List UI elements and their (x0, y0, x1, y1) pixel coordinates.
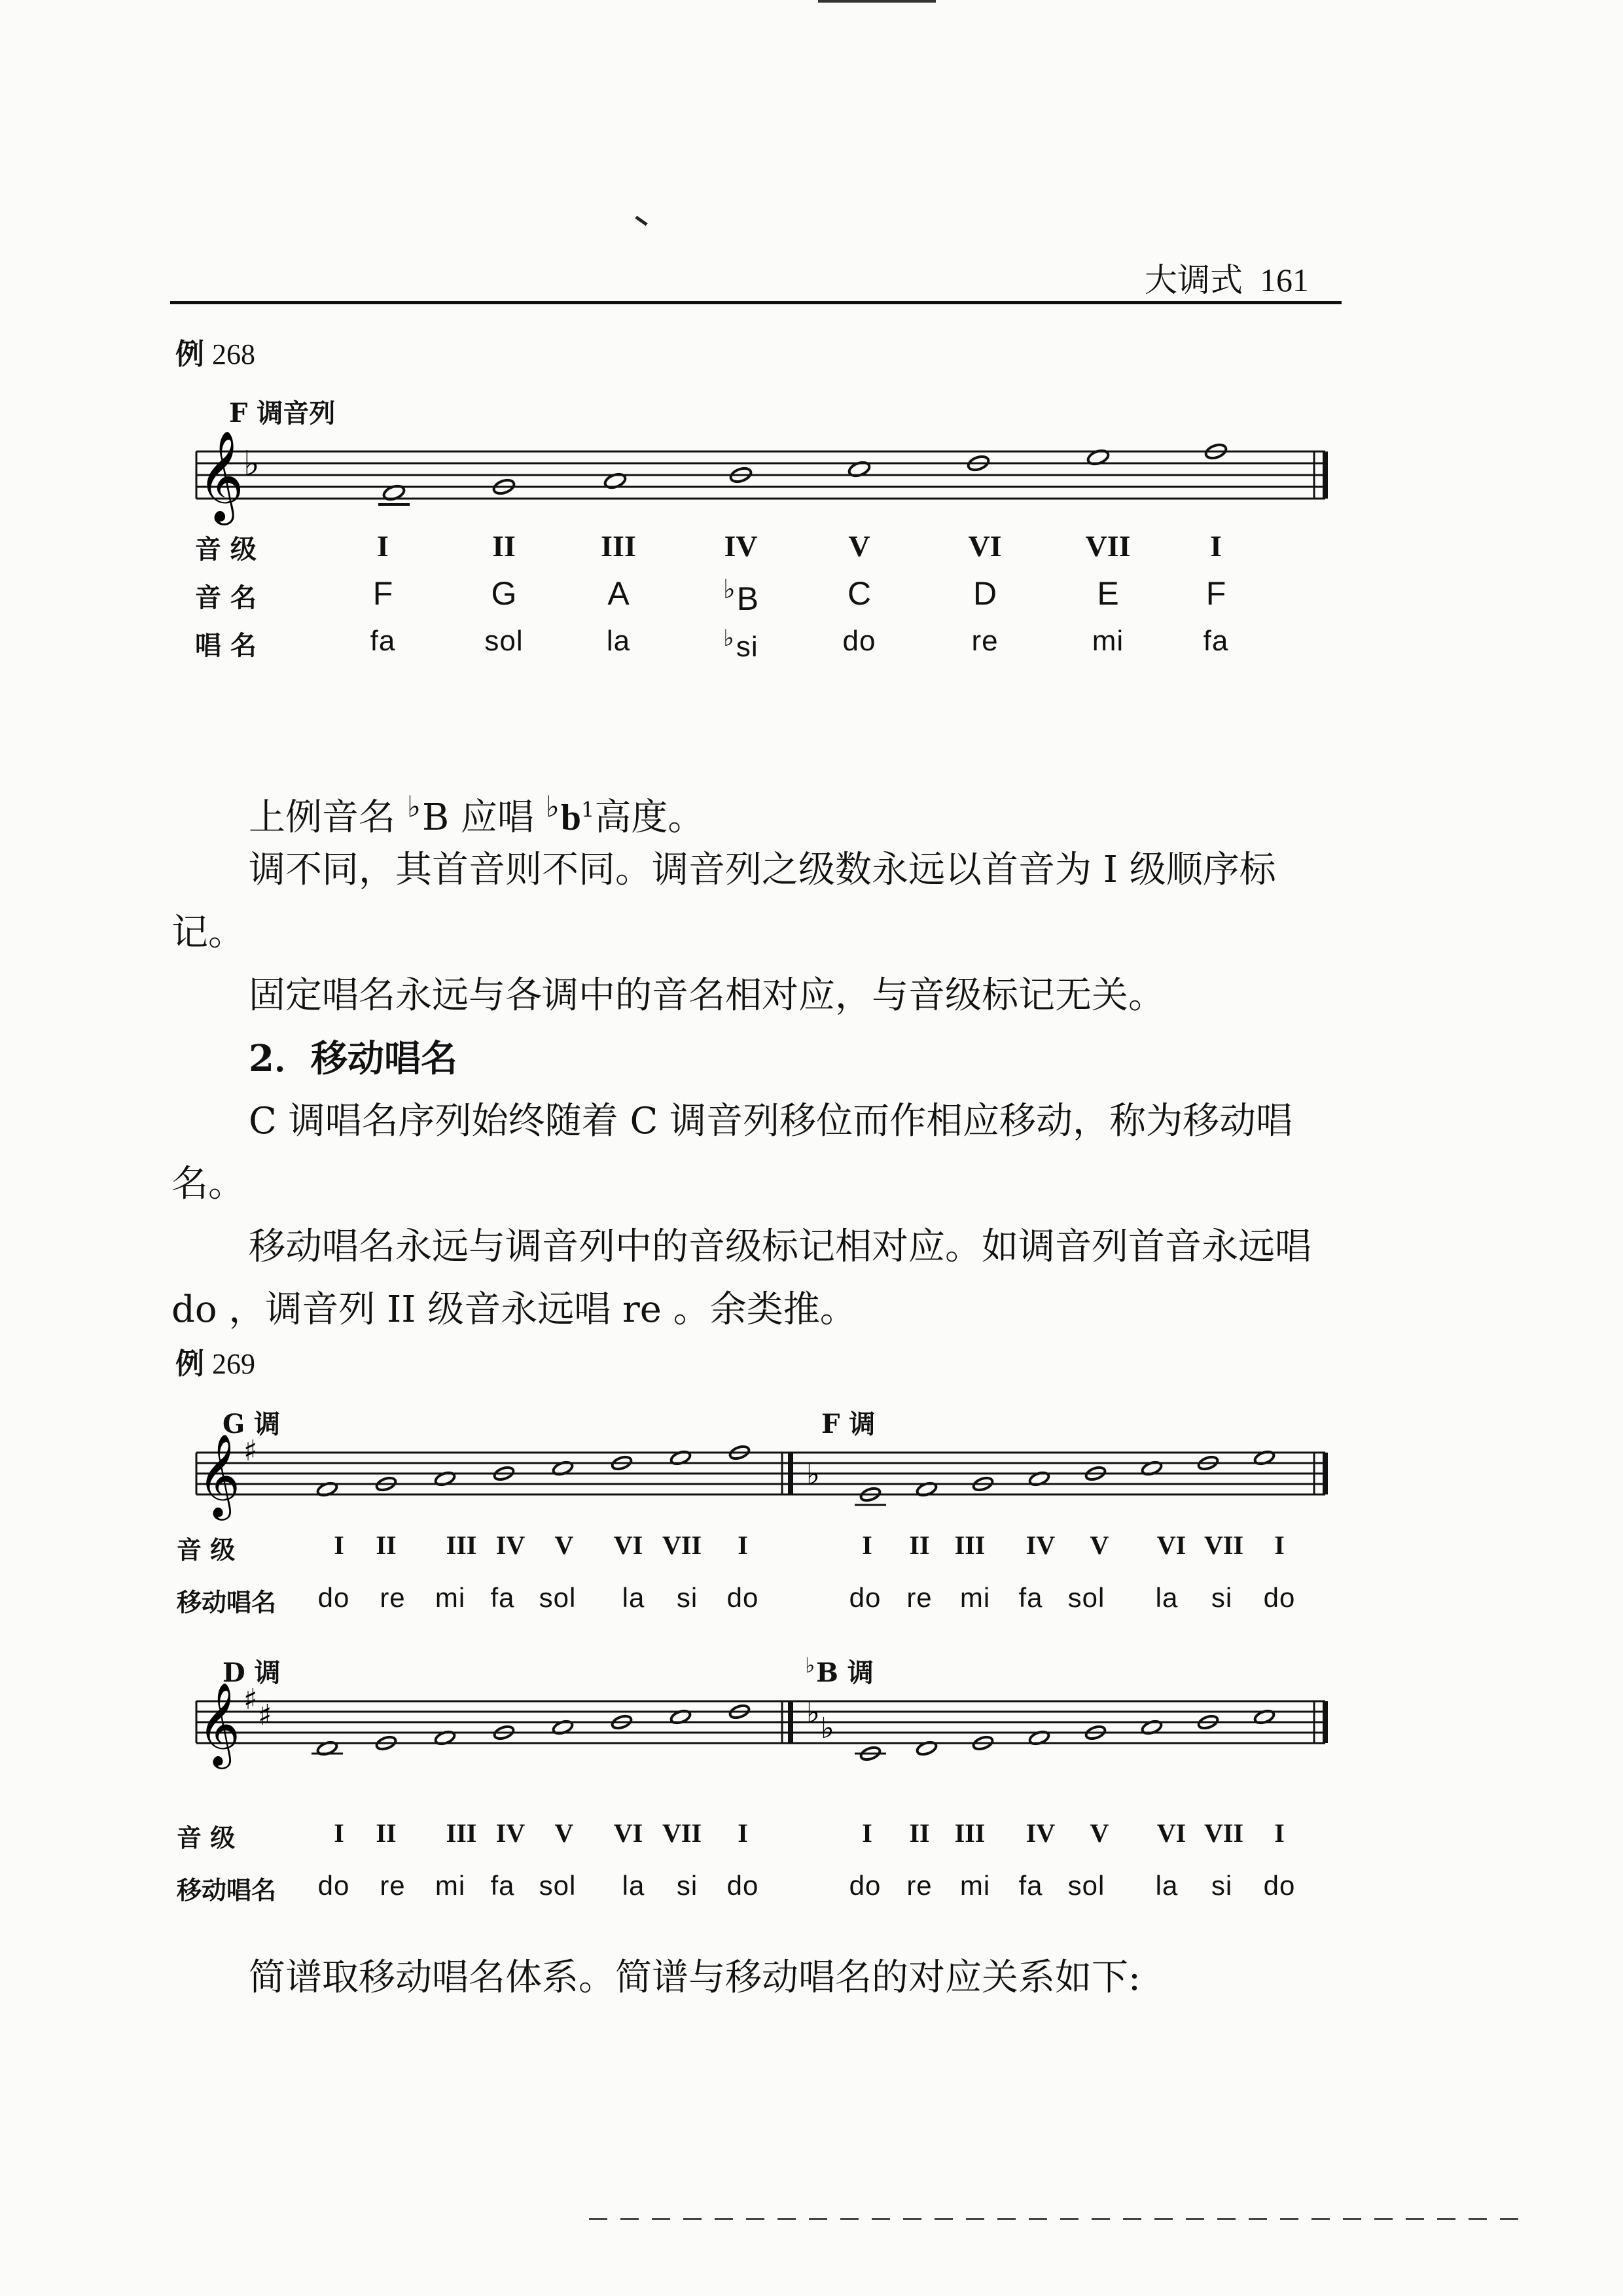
paragraph-1: 上例音名 ♭B 应唱 $^♭b^1$高度。 (249, 789, 705, 839)
scan-mark (818, 0, 936, 3)
paragraph-5: 移动唱名永远与调音列中的音级标记相对应。如调音列首音永远唱 do ，调音列 II 级音永远唱 re 。余类推。 (171, 1226, 1311, 1331)
movable-syllable-cell: do (317, 1870, 350, 1901)
degree-cell: I (1274, 1818, 1285, 1848)
degree-cell: IV (1026, 1530, 1056, 1560)
movable-syllable-cell: do (1263, 1582, 1296, 1613)
solfege-cell: ♭si (723, 626, 758, 663)
page-number: 161 (1260, 262, 1309, 298)
staff-f-major-scale (190, 419, 1342, 530)
movable-syllable-cell: do (849, 1870, 882, 1901)
movable-syllable-cell: si (1211, 1870, 1233, 1901)
degree-cell: V (554, 1530, 574, 1560)
degree-cell: V (554, 1818, 574, 1848)
scale-note-right (855, 1486, 886, 1505)
solfege-cell: sol (484, 625, 524, 657)
degree-cell: II (376, 1530, 397, 1560)
flat-icon: ♭ (806, 1696, 820, 1729)
movable-syllable-cell: la (622, 1870, 645, 1901)
running-header (170, 242, 1342, 304)
key-label-g: G 调 (223, 1409, 281, 1439)
degree-cell: I (738, 1530, 748, 1560)
degree-cell: VII (662, 1530, 702, 1560)
movable-syllable-cell: sol (1067, 1870, 1105, 1901)
treble-clef-icon: 𝄞 (198, 1682, 241, 1765)
movable-syllable-cell: sol (1067, 1582, 1105, 1613)
movable-syllable-cell: si (1211, 1582, 1233, 1613)
degree-cell: III (446, 1818, 477, 1848)
degree-cell: I (1210, 529, 1222, 563)
solfege-cell: do (842, 625, 876, 657)
degree-cell: II (909, 1530, 930, 1560)
key-label-d: D 调 (223, 1657, 281, 1688)
degree-cell: III (601, 529, 636, 563)
degree-cell: IV (495, 1818, 526, 1848)
degree-cell: II (909, 1818, 930, 1848)
degree-cell: VI (613, 1530, 643, 1560)
sharp-icon: ♯ (258, 1699, 272, 1732)
movable-syllable-cell: sol (539, 1870, 577, 1901)
degree-row-bottom: 音 级 (177, 1823, 236, 1852)
degree-cell: IV (495, 1530, 526, 1560)
note-name-cell: A (607, 575, 630, 612)
flat-icon: ♭ (722, 575, 736, 604)
degree-cell: I (1274, 1530, 1285, 1560)
section-heading: 2．移动唱名 (249, 1037, 457, 1080)
solfege-cell: la (606, 625, 631, 657)
movable-syllable-cell: mi (959, 1582, 991, 1613)
note-name-cell: C (847, 575, 872, 612)
degree-cell: I (377, 529, 389, 563)
note-name-cell: ♭B (722, 575, 759, 617)
degree-cell: V (848, 529, 870, 563)
degree-cell: I (738, 1818, 748, 1848)
flat-icon: ♭ (243, 444, 260, 484)
degree-row (0, 529, 1623, 568)
staff-d-and-bb-major (190, 1675, 1342, 1773)
sharp-icon: ♯ (243, 1683, 258, 1716)
flat-icon: ♭ (805, 1652, 815, 1678)
treble-clef-icon: 𝄞 (198, 1433, 241, 1517)
movable-syllable-cell: fa (1018, 1582, 1043, 1613)
movable-syllable-cell: do (726, 1870, 759, 1901)
movable-syllable-cell: la (622, 1582, 645, 1613)
degree-cell: III (446, 1530, 477, 1560)
degree-cell: VI (1156, 1818, 1186, 1848)
key-label-bb: ♭B 调 (805, 1652, 874, 1688)
movable-syllable-cell: re (380, 1870, 406, 1901)
movable-syllable-cell: do (726, 1582, 759, 1613)
example-268-label: 例 268 (175, 338, 255, 371)
degree-cell: II (376, 1818, 397, 1848)
sharp-icon: ♯ (243, 1434, 258, 1468)
degree-cell: I (334, 1818, 344, 1848)
degree-cell: I (862, 1530, 872, 1560)
running-title: 大调式 (1145, 261, 1243, 299)
movable-syllable-cell: si (676, 1582, 698, 1613)
degree-cell: II (492, 529, 516, 563)
scan-footer-line (589, 2218, 1518, 2220)
key-label-f: F 调 (821, 1409, 876, 1439)
degree-cell: VII (662, 1818, 702, 1848)
note-name-cell: F (372, 575, 393, 612)
scan-mark (635, 216, 647, 226)
paragraph-3: 固定唱名永远与各调中的音名相对应，与音级标记无关。 (249, 974, 1165, 1017)
movable-syllable-cell: re (906, 1870, 933, 1901)
degree-cell: VII (1204, 1530, 1244, 1560)
solfege-cell: re (971, 625, 999, 657)
row-label-degree: 音 级 (195, 534, 257, 565)
example-268-key-label: F 调音列 (229, 398, 336, 429)
movable-syllable-cell: re (380, 1582, 406, 1613)
movable-syllable-cell: re (906, 1582, 933, 1613)
flat-icon: ♭ (545, 789, 560, 824)
movable-row-top: 移动唱名 (177, 1587, 277, 1617)
solfege-cell: fa (370, 625, 396, 657)
degree-cell: I (334, 1530, 344, 1560)
degree-cell: VI (613, 1818, 643, 1848)
degree-cell: VII (1085, 529, 1131, 563)
flat-icon: ♭ (723, 626, 735, 651)
degree-cell: VI (1156, 1530, 1186, 1560)
row-label-solfege: 唱 名 (195, 630, 257, 661)
movable-syllable-cell: fa (1018, 1870, 1043, 1901)
staff-g-and-f-major (190, 1426, 1342, 1525)
movable-syllable-cell: do (1263, 1870, 1296, 1901)
degree-row-top: 音 级 (177, 1535, 236, 1564)
movable-syllable-cell: la (1155, 1582, 1179, 1613)
flat-icon: ♭ (821, 1712, 834, 1745)
movable-syllable-cell: fa (490, 1870, 515, 1901)
movable-syllable-cell: do (849, 1582, 882, 1613)
flat-icon: ♭ (806, 1458, 820, 1491)
degree-cell: VI (968, 529, 1002, 563)
note-name-cell: F (1205, 575, 1226, 612)
note-name-cell: D (972, 575, 997, 612)
degree-cell: V (1090, 1530, 1109, 1560)
example-269-top-rows (0, 1530, 1623, 1621)
paragraph-4: C 调唱名序列始终随着 C 调音列移位而作相应移动，称为移动唱名。 (171, 1100, 1293, 1205)
degree-cell: IV (724, 529, 758, 563)
solfege-cell: mi (1092, 625, 1124, 657)
solfege-cell: fa (1203, 625, 1229, 657)
movable-syllable-cell: la (1155, 1870, 1179, 1901)
movable-syllable-cell: si (676, 1870, 698, 1901)
movable-syllable-cell: mi (435, 1870, 466, 1901)
example-269-bottom-rows (0, 1818, 1623, 1909)
movable-syllable-cell: mi (959, 1870, 991, 1901)
degree-cell: III (954, 1530, 986, 1560)
paragraph-2: 调不同，其首音则不同。调音列之级数永远以首音为 I 级顺序标记。 (171, 849, 1276, 954)
note-name-cell: E (1097, 575, 1119, 612)
movable-syllable-cell: sol (539, 1582, 577, 1613)
note-name-cell: G (491, 575, 517, 612)
treble-clef-icon: 𝄞 (198, 431, 244, 521)
degree-cell: I (862, 1818, 872, 1848)
movable-syllable-cell: fa (490, 1582, 515, 1613)
flat-icon: ♭ (406, 789, 421, 824)
degree-cell: VII (1204, 1818, 1244, 1848)
movable-row-bottom: 移动唱名 (177, 1875, 277, 1905)
note-name-row (0, 574, 1623, 617)
solfege-row (0, 625, 1623, 664)
paragraph-6: 简谱取移动唱名体系。简谱与移动唱名的对应关系如下: (249, 1956, 1141, 1999)
degree-cell: IV (1026, 1818, 1056, 1848)
scale-note-right (855, 1745, 886, 1761)
row-label-note-name: 音 名 (195, 582, 257, 613)
movable-syllable-cell: do (317, 1582, 350, 1613)
degree-cell: V (1090, 1818, 1109, 1848)
example-269-label: 例 269 (175, 1347, 255, 1381)
movable-syllable-cell: mi (435, 1582, 466, 1613)
degree-cell: III (954, 1818, 986, 1848)
